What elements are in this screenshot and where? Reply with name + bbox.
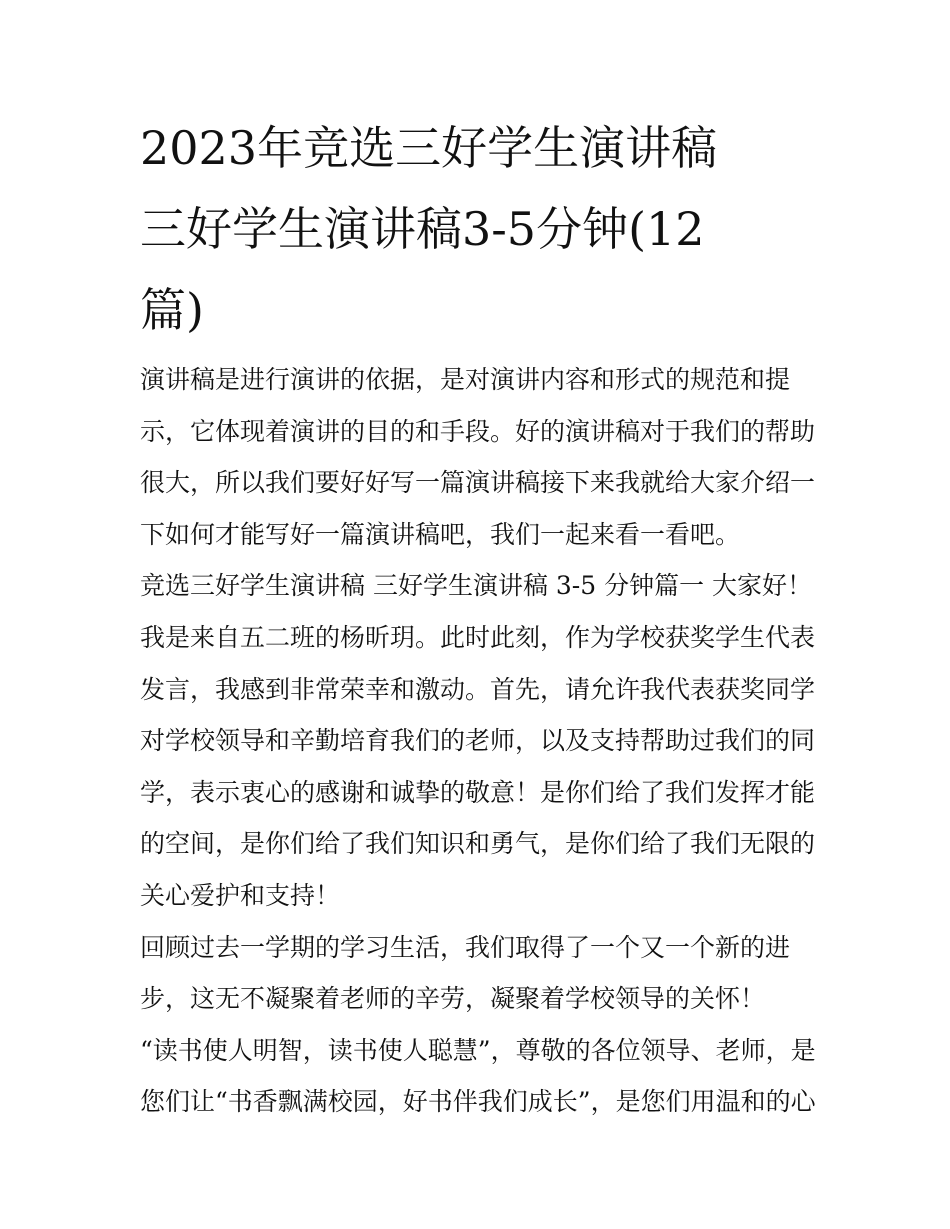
body-line: “读书使人明智，读书使人聪慧”，尊敬的各位领导、老师，是 bbox=[140, 1035, 816, 1065]
body-line: 很大，所以我们要好好写一篇演讲稿接下来我就给大家介绍一 bbox=[140, 468, 816, 498]
body-line: 步，这无不凝聚着老师的辛劳，凝聚着学校领导的关怀！ bbox=[140, 984, 766, 1014]
title-line: 三好学生演讲稿3-5分钟(12 bbox=[140, 202, 705, 256]
body-line: 的空间，是你们给了我们知识和勇气，是你们给了我们无限的 bbox=[140, 829, 816, 859]
body-line: 关心爱护和支持！ bbox=[140, 880, 341, 910]
body-line: 学，表示衷心的感谢和诚挚的敬意！是你们给了我们发挥才能 bbox=[140, 777, 816, 807]
body-line: 示，它体现着演讲的目的和手段。好的演讲稿对于我们的帮助 bbox=[140, 416, 816, 446]
body-line: 演讲稿是进行演讲的依据，是对演讲内容和形式的规范和提 bbox=[140, 365, 791, 394]
body-line: 发言，我感到非常荣幸和激动。首先，请允许我代表获奖同学 bbox=[140, 674, 816, 704]
body-line: 竞选三好学生演讲稿 三好学生演讲稿 3-5 分钟篇一 大家好！ bbox=[140, 571, 813, 601]
body-line: 下如何才能写好一篇演讲稿吧，我们一起来看一看吧。 bbox=[140, 519, 741, 549]
document-body bbox=[140, 354, 820, 1128]
body-line: 回顾过去一学期的学习生活，我们取得了一个又一个新的进 bbox=[140, 932, 791, 962]
body-line: 您们让“书香飘满校园，好书伴我们成长”，是您们用温和的心 bbox=[140, 1087, 816, 1117]
body-line: 对学校领导和辛勤培育我们的老师，以及支持帮助过我们的同 bbox=[140, 726, 816, 756]
title-line: 篇) bbox=[140, 283, 204, 337]
title-line: 2023年竞选三好学生演讲稿 bbox=[140, 121, 718, 175]
document-title bbox=[140, 108, 820, 351]
body-line: 我是来自五二班的杨昕玥。此时此刻，作为学校获奖学生代表 bbox=[140, 622, 816, 652]
